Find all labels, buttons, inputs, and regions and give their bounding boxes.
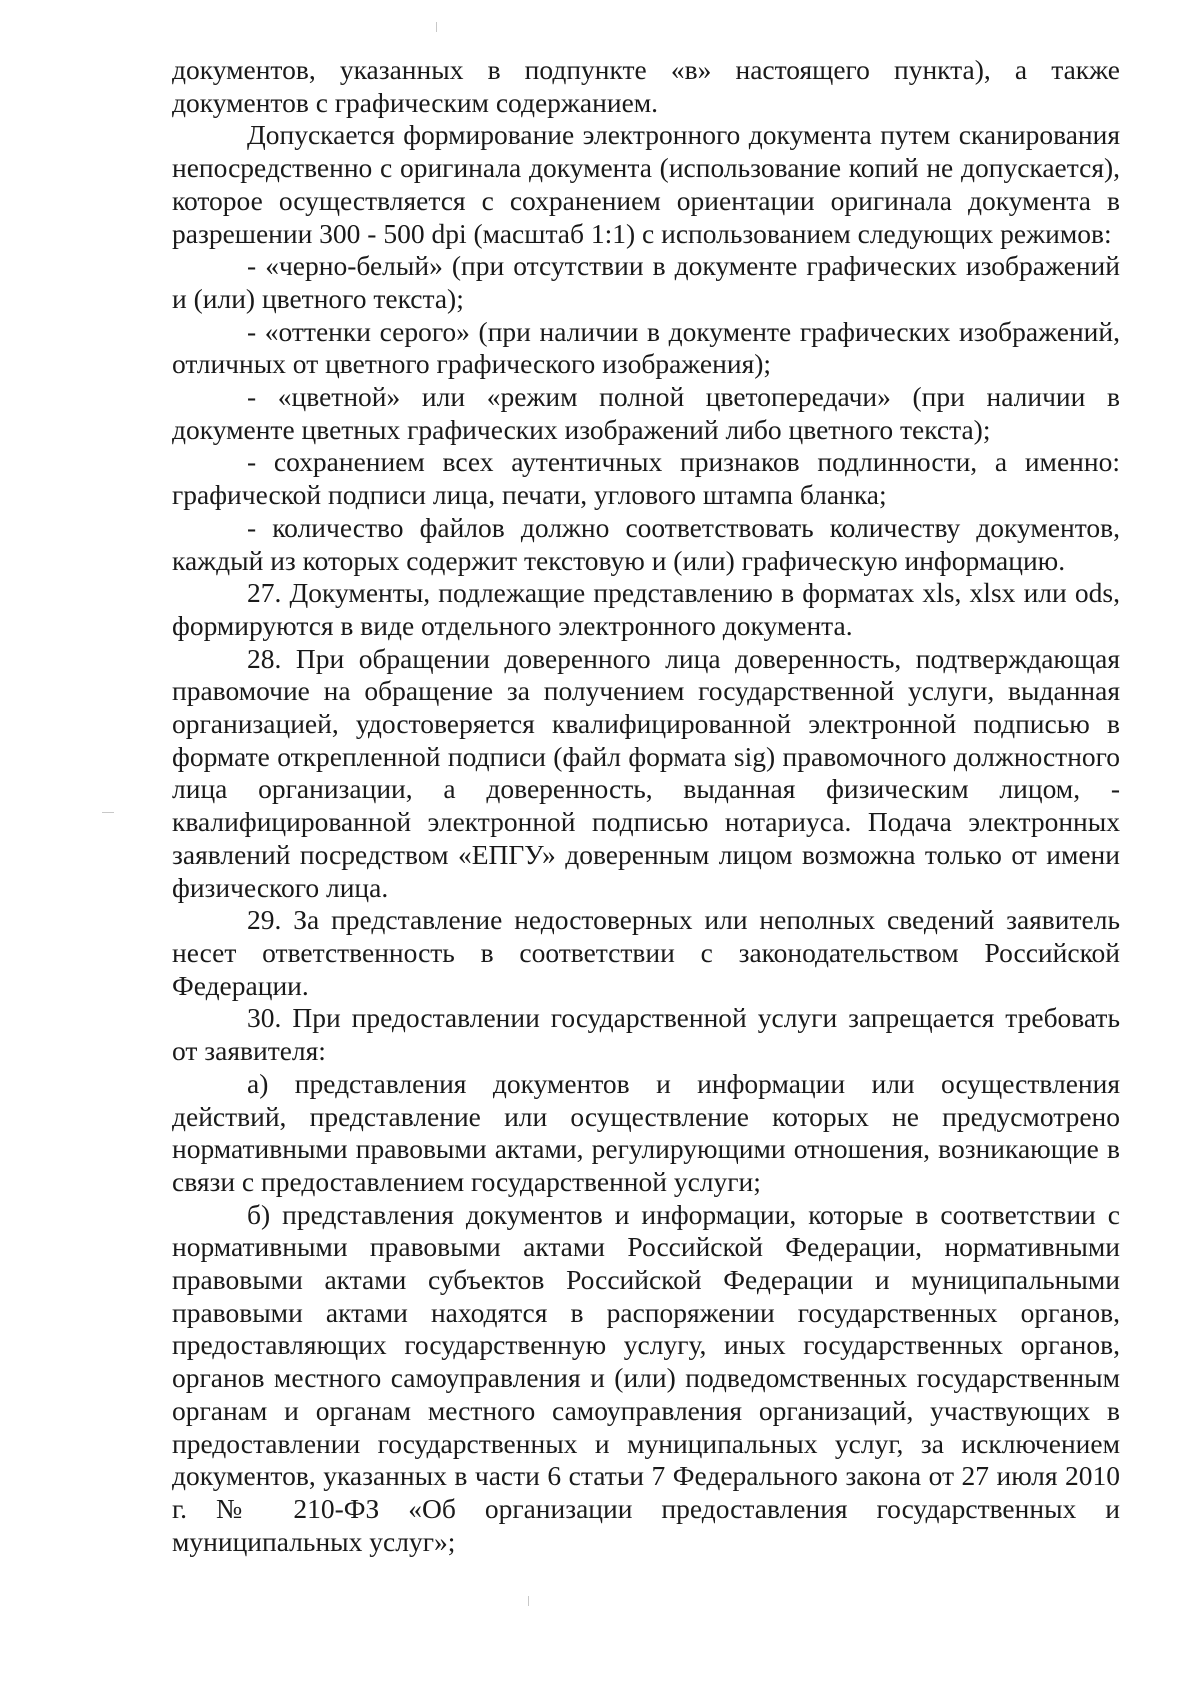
- paragraph-scanning-rules: Допускается формирование электронного документа путем сканирования непосредственно с оригинала документа (использование копий не допускается), которое осуществляется с сохранением ориентации оригинала документа в разрешении 300 - 500 dpi (масштаб 1:1) с использованием следующих режимов:: [172, 119, 1120, 249]
- scan-mark-bottom: [528, 1596, 529, 1606]
- clause-28: 28. При обращении доверенного лица доверенность, подтверждающая правомочие на обращение за получением государственной услуги, выданная организацией, удостоверяется квалифицированной электронной подписью в формате открепленной подписи (файл формата sig) правомочного должностного лица организации, а доверенность, выданная физическим лицом, - квалифицированной электронной подписью нотариуса. Подача электронных заявлений посредством «ЕПГУ» доверенным лицом возможна только от имени физического лица.: [172, 642, 1120, 903]
- clause-30-item-b: б) представления документов и информации, которые в соответствии с нормативными правовыми актами Российской Федерации, нормативными правовыми актами субъектов Российской Федерации и муниципальными правовыми актами находятся в распоряжении государственных органов, предоставляющих государственную услугу, иных государственных органов, органов местного самоуправления и (или) подведомственных государственным органам и органам местного самоуправления организаций, участвующих в предоставлении государственных и муниципальных услуг, за исключением документов, указанных в части 6 статьи 7 Федерального закона от 27 июля 2010 г. № 210-ФЗ «Об организации предоставления государственных и муниципальных услуг»;: [172, 1198, 1120, 1557]
- clause-30: 30. При предоставлении государственной услуги запрещается требовать от заявителя:: [172, 1002, 1120, 1067]
- list-item-authenticity: - сохранением всех аутентичных признаков подлинности, а именно: графической подписи лица, печати, углового штампа бланка;: [172, 446, 1120, 511]
- list-item-black-white: - «черно-белый» (при отсутствии в документе графических изображений и (или) цветного текста);: [172, 250, 1120, 314]
- list-item-grayscale: - «оттенки серого» (при наличии в документе графических изображений, отличных от цветного графического изображения);: [172, 315, 1120, 380]
- clause-27: 27. Документы, подлежащие представлению в форматах xls, xlsx или ods, формируются в виде отдельного электронного документа.: [172, 577, 1120, 641]
- clause-29: 29. За представление недостоверных или неполных сведений заявитель несет ответственность в соответствии с законодательством Российской Федерации.: [172, 904, 1120, 1001]
- scan-mark-top: [436, 22, 437, 32]
- scan-mark-left: [102, 812, 114, 813]
- document-body: [172, 54, 1120, 1558]
- list-item-color: - «цветной» или «режим полной цветопередачи» (при наличии в документе цветных графических изображений либо цветного текста);: [172, 381, 1120, 445]
- list-item-file-count: - количество файлов должно соответствовать количеству документов, каждый из которых содержит текстовую и (или) графическую информацию.: [172, 511, 1120, 576]
- clause-30-item-a: а) представления документов и информации или осуществления действий, представление или осуществление которых не предусмотрено нормативными правовыми актами, регулирующими отношения, возникающие в связи с предоставлением государственной услуги;: [172, 1067, 1120, 1197]
- paragraph-continuation: документов, указанных в подпункте «в» настоящего пункта), а также документов с графическим содержанием.: [172, 54, 1120, 118]
